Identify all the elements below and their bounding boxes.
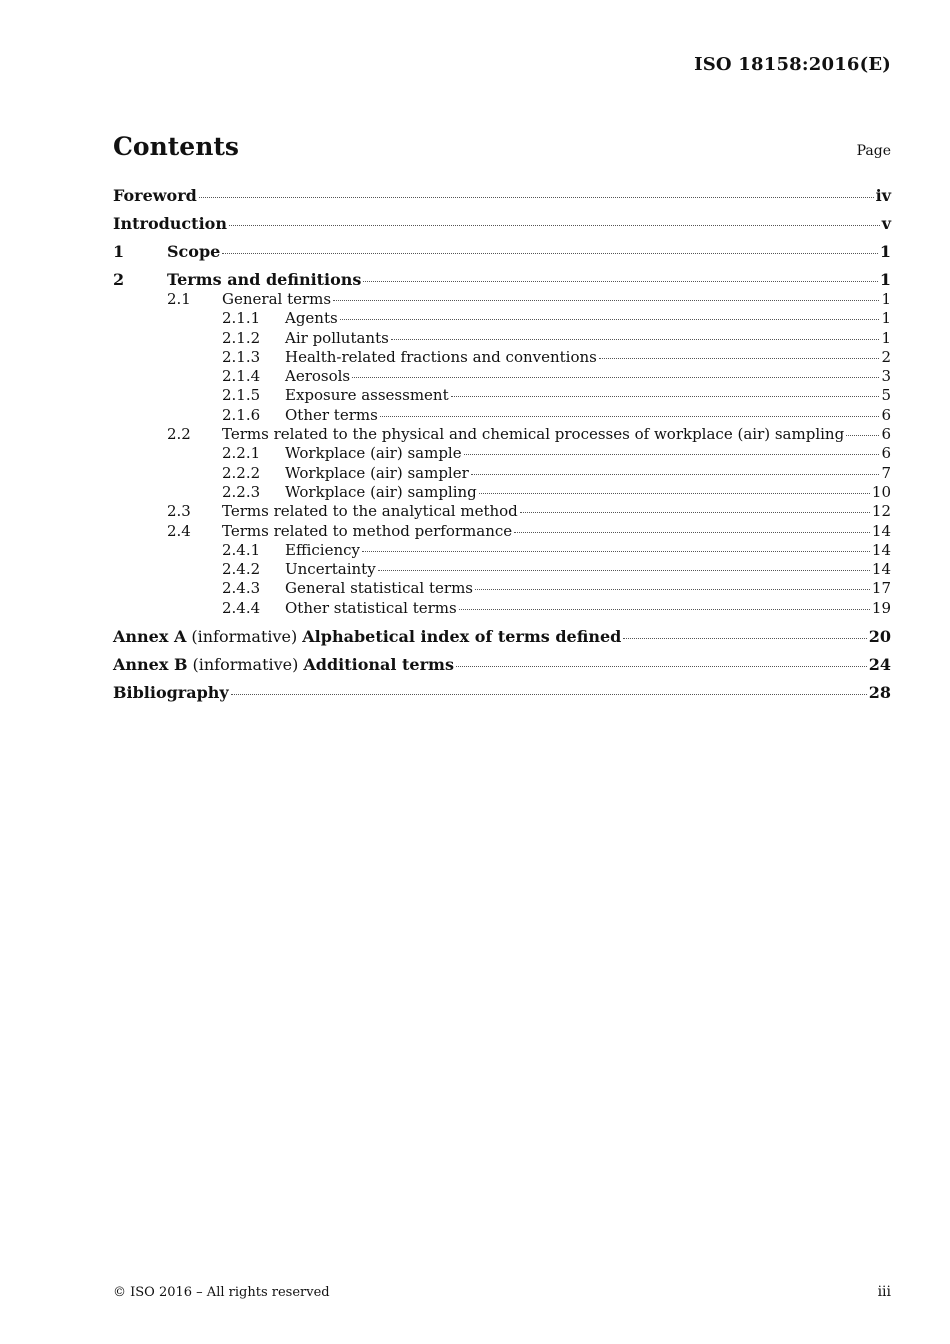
toc-entry-number: 2.4.4: [222, 598, 261, 617]
dot-leader: [599, 358, 880, 359]
toc-entry-number: 2: [113, 270, 125, 289]
toc-entry-page: 28: [868, 682, 891, 702]
toc-entry-2-3[interactable]: [113, 502, 891, 521]
toc-entry-title: Bibliography: [113, 682, 229, 702]
dot-leader: [380, 416, 880, 417]
toc-entry-title: Terms related to the physical and chemical processes of workplace (air) sampling: [222, 425, 845, 444]
toc-entry-2-1-3[interactable]: [113, 348, 891, 367]
toc-entry-page: iv: [875, 186, 891, 205]
toc-entry-title: Additional terms: [303, 654, 454, 674]
dot-leader: [475, 589, 870, 590]
toc-entry-number: 2.1.4: [222, 367, 261, 386]
toc-entry-page: 2: [881, 347, 891, 366]
toc-entry-page: 3: [881, 367, 891, 386]
toc-entry-page: 1: [879, 242, 891, 261]
toc-entry-2-1-5[interactable]: [113, 386, 891, 405]
dot-leader: [231, 694, 867, 695]
dot-leader: [459, 609, 870, 610]
toc-entry-foreword[interactable]: [113, 186, 891, 214]
toc-entry-number: 2.1.1: [222, 309, 261, 328]
toc-entry-number: 2.4.1: [222, 540, 261, 559]
toc-entry-page: 1: [879, 270, 891, 289]
toc-entry-2-2-3[interactable]: [113, 483, 891, 502]
toc-entry-title: Other terms: [285, 405, 378, 424]
toc-entry-2-4-2[interactable]: [113, 560, 891, 579]
toc-entry-2-4-1[interactable]: [113, 541, 891, 560]
toc-entry-number: 2.4: [167, 521, 191, 540]
dot-leader: [229, 225, 880, 226]
dot-leader: [199, 197, 874, 198]
toc-entry-page: 6: [881, 444, 891, 463]
toc-entry-page: 17: [871, 579, 891, 598]
page-column-label: Page: [856, 143, 891, 159]
toc-entry-page: 1: [881, 328, 891, 347]
toc-entry-page: 14: [871, 521, 891, 540]
toc-entry-number: 2.3: [167, 502, 191, 521]
dot-leader: [451, 396, 880, 397]
toc-entry-2-2[interactable]: [113, 425, 891, 444]
dot-leader: [479, 493, 870, 494]
toc-entry-page: 10: [871, 482, 891, 501]
toc-entry-title: Agents: [285, 309, 338, 328]
toc-entry-title: Other statistical terms: [285, 598, 457, 617]
dot-leader: [222, 253, 878, 254]
toc-entry-title: Health-related fractions and conventions: [285, 347, 597, 366]
annex-type: (informative): [192, 654, 299, 674]
toc-entry-page: 24: [868, 654, 891, 674]
toc-entry-2-1-2[interactable]: [113, 329, 891, 348]
toc-entry-page: 1: [881, 309, 891, 328]
dot-leader: [520, 512, 870, 513]
page-title: Contents: [113, 132, 240, 161]
toc-entry-page: 14: [871, 540, 891, 559]
toc-entry-page: 14: [871, 560, 891, 579]
toc-entry-title: Workplace (air) sampling: [285, 482, 477, 501]
dot-leader: [362, 551, 870, 552]
toc-entry-number: 2.1.6: [222, 405, 261, 424]
toc-entry-number: 2.1.2: [222, 328, 261, 347]
toc-entry-title: Alphabetical index of terms defined: [302, 626, 622, 646]
toc-entry-number: 2.1.3: [222, 347, 261, 366]
toc-entry-title: Workplace (air) sample: [285, 444, 462, 463]
dot-leader: [352, 377, 879, 378]
annex-label: Annex A: [113, 626, 187, 646]
toc-entry-2-4-3[interactable]: [113, 579, 891, 598]
toc-entry-page: 20: [868, 626, 891, 646]
toc-entry-title: Efficiency: [285, 540, 361, 559]
toc-entry-page: v: [881, 214, 891, 233]
dot-leader: [846, 435, 879, 436]
toc-entry-2-1[interactable]: [113, 290, 891, 309]
dot-leader: [340, 319, 880, 320]
toc-entry-page: 12: [871, 502, 891, 521]
toc-entry-title: Terms related to the analytical method: [222, 502, 518, 521]
toc-entry-2-1-6[interactable]: [113, 406, 891, 425]
toc-entry-title: General terms: [222, 290, 332, 308]
toc-entry-page: 7: [881, 463, 891, 482]
toc-entry-2-4-4[interactable]: [113, 599, 891, 627]
toc-entry-terms-and-definitions[interactable]: [113, 270, 891, 290]
toc-entry-scope[interactable]: [113, 242, 891, 270]
dot-leader: [363, 281, 877, 282]
toc-entry-2-2-1[interactable]: [113, 444, 891, 463]
toc-entry-2-4[interactable]: [113, 522, 891, 541]
toc-entry-annex-a[interactable]: [113, 627, 891, 655]
toc-entry-page: 5: [881, 386, 891, 405]
dot-leader: [391, 339, 880, 340]
toc-entry-2-2-2[interactable]: [113, 464, 891, 483]
dot-leader: [464, 454, 880, 455]
toc-entry-title: Scope: [167, 242, 221, 261]
dot-leader: [333, 300, 879, 301]
toc-entry-2-1-4[interactable]: [113, 367, 891, 386]
toc-entry-title: Workplace (air) sampler: [285, 463, 469, 482]
toc-entry-title: Aerosols: [285, 367, 351, 386]
page-number: iii: [877, 1284, 891, 1300]
toc-entry-introduction[interactable]: [113, 214, 891, 242]
toc-entry-title: Foreword: [113, 186, 197, 205]
copyright-notice: © ISO 2016 – All rights reserved: [113, 1285, 330, 1300]
toc-entry-number: 1: [113, 242, 125, 261]
toc-entry-page: 1: [881, 290, 891, 308]
dot-leader: [378, 570, 870, 571]
toc-entry-title: Terms and definitions: [167, 270, 362, 289]
toc-entry-number: 2.1: [167, 290, 191, 308]
annex-label: Annex B: [113, 654, 188, 674]
toc-entry-number: 2.4.3: [222, 579, 261, 598]
dot-leader: [471, 474, 880, 475]
toc-entry-number: 2.4.2: [222, 560, 261, 579]
toc-entry-annex-b[interactable]: [113, 655, 891, 683]
document-id: ISO 18158:2016(E): [694, 54, 891, 75]
toc-entry-title: Exposure assessment: [285, 386, 449, 405]
dot-leader: [623, 638, 866, 639]
toc-entry-number: 2.2: [167, 425, 191, 444]
toc-entry-title: Air pollutants: [285, 328, 389, 347]
toc-entry-number: 2.2.1: [222, 444, 261, 463]
dot-leader: [514, 532, 870, 533]
table-of-contents: [113, 186, 891, 711]
toc-entry-page: 6: [881, 405, 891, 424]
toc-entry-number: 2.2.3: [222, 482, 261, 501]
toc-entry-number: 2.2.2: [222, 463, 261, 482]
dot-leader: [456, 666, 867, 667]
toc-entry-2-1-1[interactable]: [113, 309, 891, 328]
toc-entry-title: Uncertainty: [285, 560, 376, 579]
toc-entry-bibliography[interactable]: [113, 683, 891, 711]
toc-entry-title: Terms related to method performance: [222, 521, 513, 540]
toc-entry-title: Introduction: [113, 214, 227, 233]
toc-entry-page: 19: [871, 598, 891, 617]
annex-type: (informative): [191, 626, 298, 646]
toc-entry-number: 2.1.5: [222, 386, 261, 405]
toc-entry-page: 6: [881, 425, 891, 444]
toc-entry-title: General statistical terms: [285, 579, 473, 598]
